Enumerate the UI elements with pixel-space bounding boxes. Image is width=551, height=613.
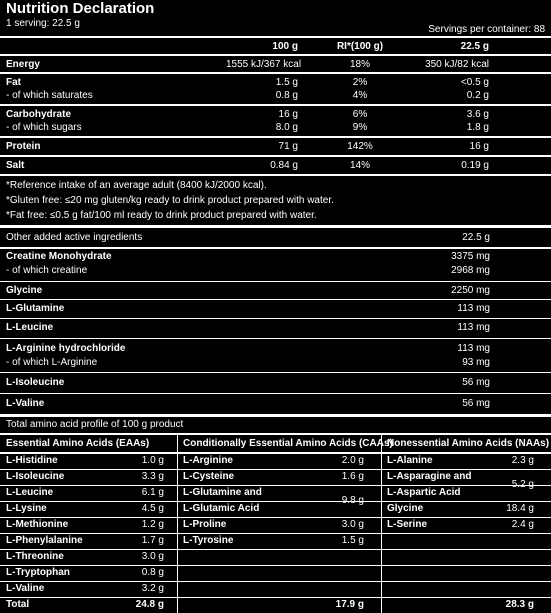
- ingredient-name: - of which creatine: [6, 265, 88, 276]
- naa-name: L-Serine: [387, 519, 428, 530]
- column-divider: [381, 435, 382, 613]
- header-100g: 100 g: [272, 41, 298, 52]
- ingredient-qty: 3375 mg: [451, 251, 490, 262]
- eaa-value: 3.3 g: [141, 471, 164, 482]
- cell-100g: 0.8 g: [275, 90, 298, 101]
- divider: [0, 565, 551, 566]
- naa-value: 2.4 g: [511, 519, 534, 530]
- eaa-name: L-Isoleucine: [6, 471, 65, 482]
- cell-100g: 1555 kJ/367 kcal: [226, 59, 302, 70]
- ingredient-name: L-Leucine: [6, 322, 54, 333]
- total-label: Total: [6, 599, 30, 610]
- naa-title: Nonessential Amino Acids (NAAs): [387, 438, 550, 449]
- ingredient-qty: 113 mg: [457, 322, 490, 333]
- divider: [0, 299, 551, 300]
- caa-name: L-Arginine: [183, 455, 233, 466]
- eaa-value: 0.8 g: [141, 567, 164, 578]
- eaa-name: L-Phenylalanine: [6, 535, 83, 546]
- caa-name: L-Glutamine and: [183, 487, 262, 498]
- ingredient-qty: 2250 mg: [451, 285, 490, 296]
- divider: [0, 517, 551, 518]
- eaa-value: 1.0 g: [141, 455, 164, 466]
- servings-per-container: Servings per container: 88: [428, 24, 545, 35]
- eaa-value: 1.2 g: [141, 519, 164, 530]
- naa-name-line2: L-Aspartic Acid: [387, 487, 461, 498]
- ingredient-qty: 113 mg: [457, 343, 490, 354]
- ingredient-name: L-Glutamine: [6, 303, 65, 314]
- active-header: Other added active ingredients: [6, 232, 143, 243]
- row-label: Fat: [6, 77, 21, 88]
- divider: [0, 136, 551, 138]
- ingredient-qty: 113 mg: [457, 303, 490, 314]
- row-label: Energy: [6, 59, 40, 70]
- divider: [0, 501, 551, 502]
- cell-100g: 71 g: [278, 141, 298, 152]
- footnote: *Gluten free: ≤20 mg gluten/kg ready to drink product prepared with water.: [6, 195, 334, 206]
- divider: [0, 414, 551, 417]
- eaa-name: L-Valine: [6, 583, 45, 594]
- caa-name: L-Proline: [183, 519, 227, 530]
- ingredient-qty: 56 mg: [462, 398, 490, 409]
- row-label: - of which saturates: [6, 90, 93, 101]
- eaa-name: L-Leucine: [6, 487, 54, 498]
- ingredient-name: L-Arginine hydrochloride: [6, 343, 126, 354]
- cell-serving: 3.6 g: [466, 109, 489, 120]
- eaa-value: 3.0 g: [141, 551, 164, 562]
- divider: [0, 174, 551, 176]
- divider: [0, 433, 551, 435]
- caa-value: 2.0 g: [341, 455, 364, 466]
- ingredient-name: Glycine: [6, 285, 43, 296]
- header-serving: 22.5 g: [460, 41, 489, 52]
- eaa-name: L-Lysine: [6, 503, 47, 514]
- cell-serving: 0.19 g: [461, 160, 489, 171]
- cell-ri: 14%: [349, 160, 370, 171]
- divider: [0, 338, 551, 339]
- ingredient-qty: 2968 mg: [451, 265, 490, 276]
- eaa-title: Essential Amino Acids (EAAs): [6, 438, 150, 449]
- cell-ri: 142%: [347, 141, 373, 152]
- eaa-name: L-Tryptophan: [6, 567, 70, 578]
- ingredient-qty: 93 mg: [462, 357, 490, 368]
- serving-size: 1 serving: 22.5 g: [6, 18, 80, 29]
- divider: [0, 225, 551, 228]
- cell-100g: 8.0 g: [275, 122, 298, 133]
- caa-name: L-Tyrosine: [183, 535, 234, 546]
- naa-value: 2.3 g: [511, 455, 534, 466]
- eaa-value: 1.7 g: [141, 535, 164, 546]
- cell-ri: 2%: [352, 77, 368, 88]
- divider: [0, 581, 551, 582]
- caa-title: Conditionally Essential Amino Acids (CAAs): [183, 438, 393, 449]
- ingredient-name: L-Isoleucine: [6, 377, 65, 388]
- cell-serving: 16 g: [469, 141, 489, 152]
- column-divider: [177, 435, 178, 613]
- cell-ri: 9%: [352, 122, 368, 133]
- cell-ri: 18%: [349, 59, 370, 70]
- naa-name: L-Alanine: [387, 455, 433, 466]
- caa-value: 9.8 g: [341, 495, 364, 506]
- divider: [0, 452, 551, 454]
- divider: [0, 36, 551, 38]
- total-eaa: 24.8 g: [135, 599, 164, 610]
- cell-100g: 1.5 g: [275, 77, 298, 88]
- total-naa: 28.3 g: [505, 599, 534, 610]
- eaa-name: L-Methionine: [6, 519, 69, 530]
- ingredient-name: L-Valine: [6, 398, 45, 409]
- naa-name: Glycine: [387, 503, 424, 514]
- footnote: *Fat free: ≤0.5 g fat/100 ml ready to drink product prepared with water.: [6, 210, 317, 221]
- divider: [0, 155, 551, 157]
- caa-value: 3.0 g: [341, 519, 364, 530]
- divider: [0, 72, 551, 74]
- cell-ri: 4%: [352, 90, 368, 101]
- divider: [0, 247, 551, 249]
- eaa-name: L-Histidine: [6, 455, 58, 466]
- row-label: Protein: [6, 141, 41, 152]
- cell-ri: 6%: [352, 109, 368, 120]
- divider: [0, 104, 551, 106]
- caa-value: 1.5 g: [341, 535, 364, 546]
- naa-value: 5.2 g: [511, 479, 534, 490]
- ingredient-name: Creatine Monohydrate: [6, 251, 112, 262]
- divider: [0, 597, 551, 598]
- footnote: *Reference intake of an average adult (8400 kJ/2000 kcal).: [6, 180, 267, 191]
- caa-value: 1.6 g: [341, 471, 364, 482]
- row-label: Salt: [6, 160, 25, 171]
- cell-serving: <0.5 g: [460, 77, 489, 88]
- eaa-value: 6.1 g: [141, 487, 164, 498]
- ingredient-name: - of which L-Arginine: [6, 357, 98, 368]
- divider: [0, 393, 551, 394]
- amino-profile-title: Total amino acid profile of 100 g product: [6, 419, 184, 430]
- naa-value: 18.4 g: [506, 503, 534, 514]
- eaa-name: L-Threonine: [6, 551, 64, 562]
- page-title: Nutrition Declaration: [6, 0, 155, 17]
- caa-name: L-Cysteine: [183, 471, 235, 482]
- cell-serving: 1.8 g: [466, 122, 489, 133]
- cell-100g: 16 g: [278, 109, 298, 120]
- naa-name: L-Asparagine and: [387, 471, 472, 482]
- divider: [0, 318, 551, 319]
- divider: [0, 469, 551, 470]
- total-caa: 17.9 g: [335, 599, 364, 610]
- row-label: - of which sugars: [6, 122, 82, 133]
- divider: [0, 533, 551, 534]
- eaa-value: 4.5 g: [141, 503, 164, 514]
- active-header-qty: 22.5 g: [462, 232, 490, 243]
- cell-serving: 350 kJ/82 kcal: [425, 59, 489, 70]
- row-label: Carbohydrate: [6, 109, 72, 120]
- divider: [0, 54, 551, 56]
- header-ri: RI*(100 g): [336, 41, 384, 52]
- caa-name-line2: L-Glutamic Acid: [183, 503, 260, 514]
- cell-100g: 0.84 g: [270, 160, 298, 171]
- ingredient-qty: 56 mg: [462, 377, 490, 388]
- cell-serving: 0.2 g: [466, 90, 489, 101]
- divider: [0, 281, 551, 282]
- divider: [0, 549, 551, 550]
- eaa-value: 3.2 g: [141, 583, 164, 594]
- divider: [0, 372, 551, 373]
